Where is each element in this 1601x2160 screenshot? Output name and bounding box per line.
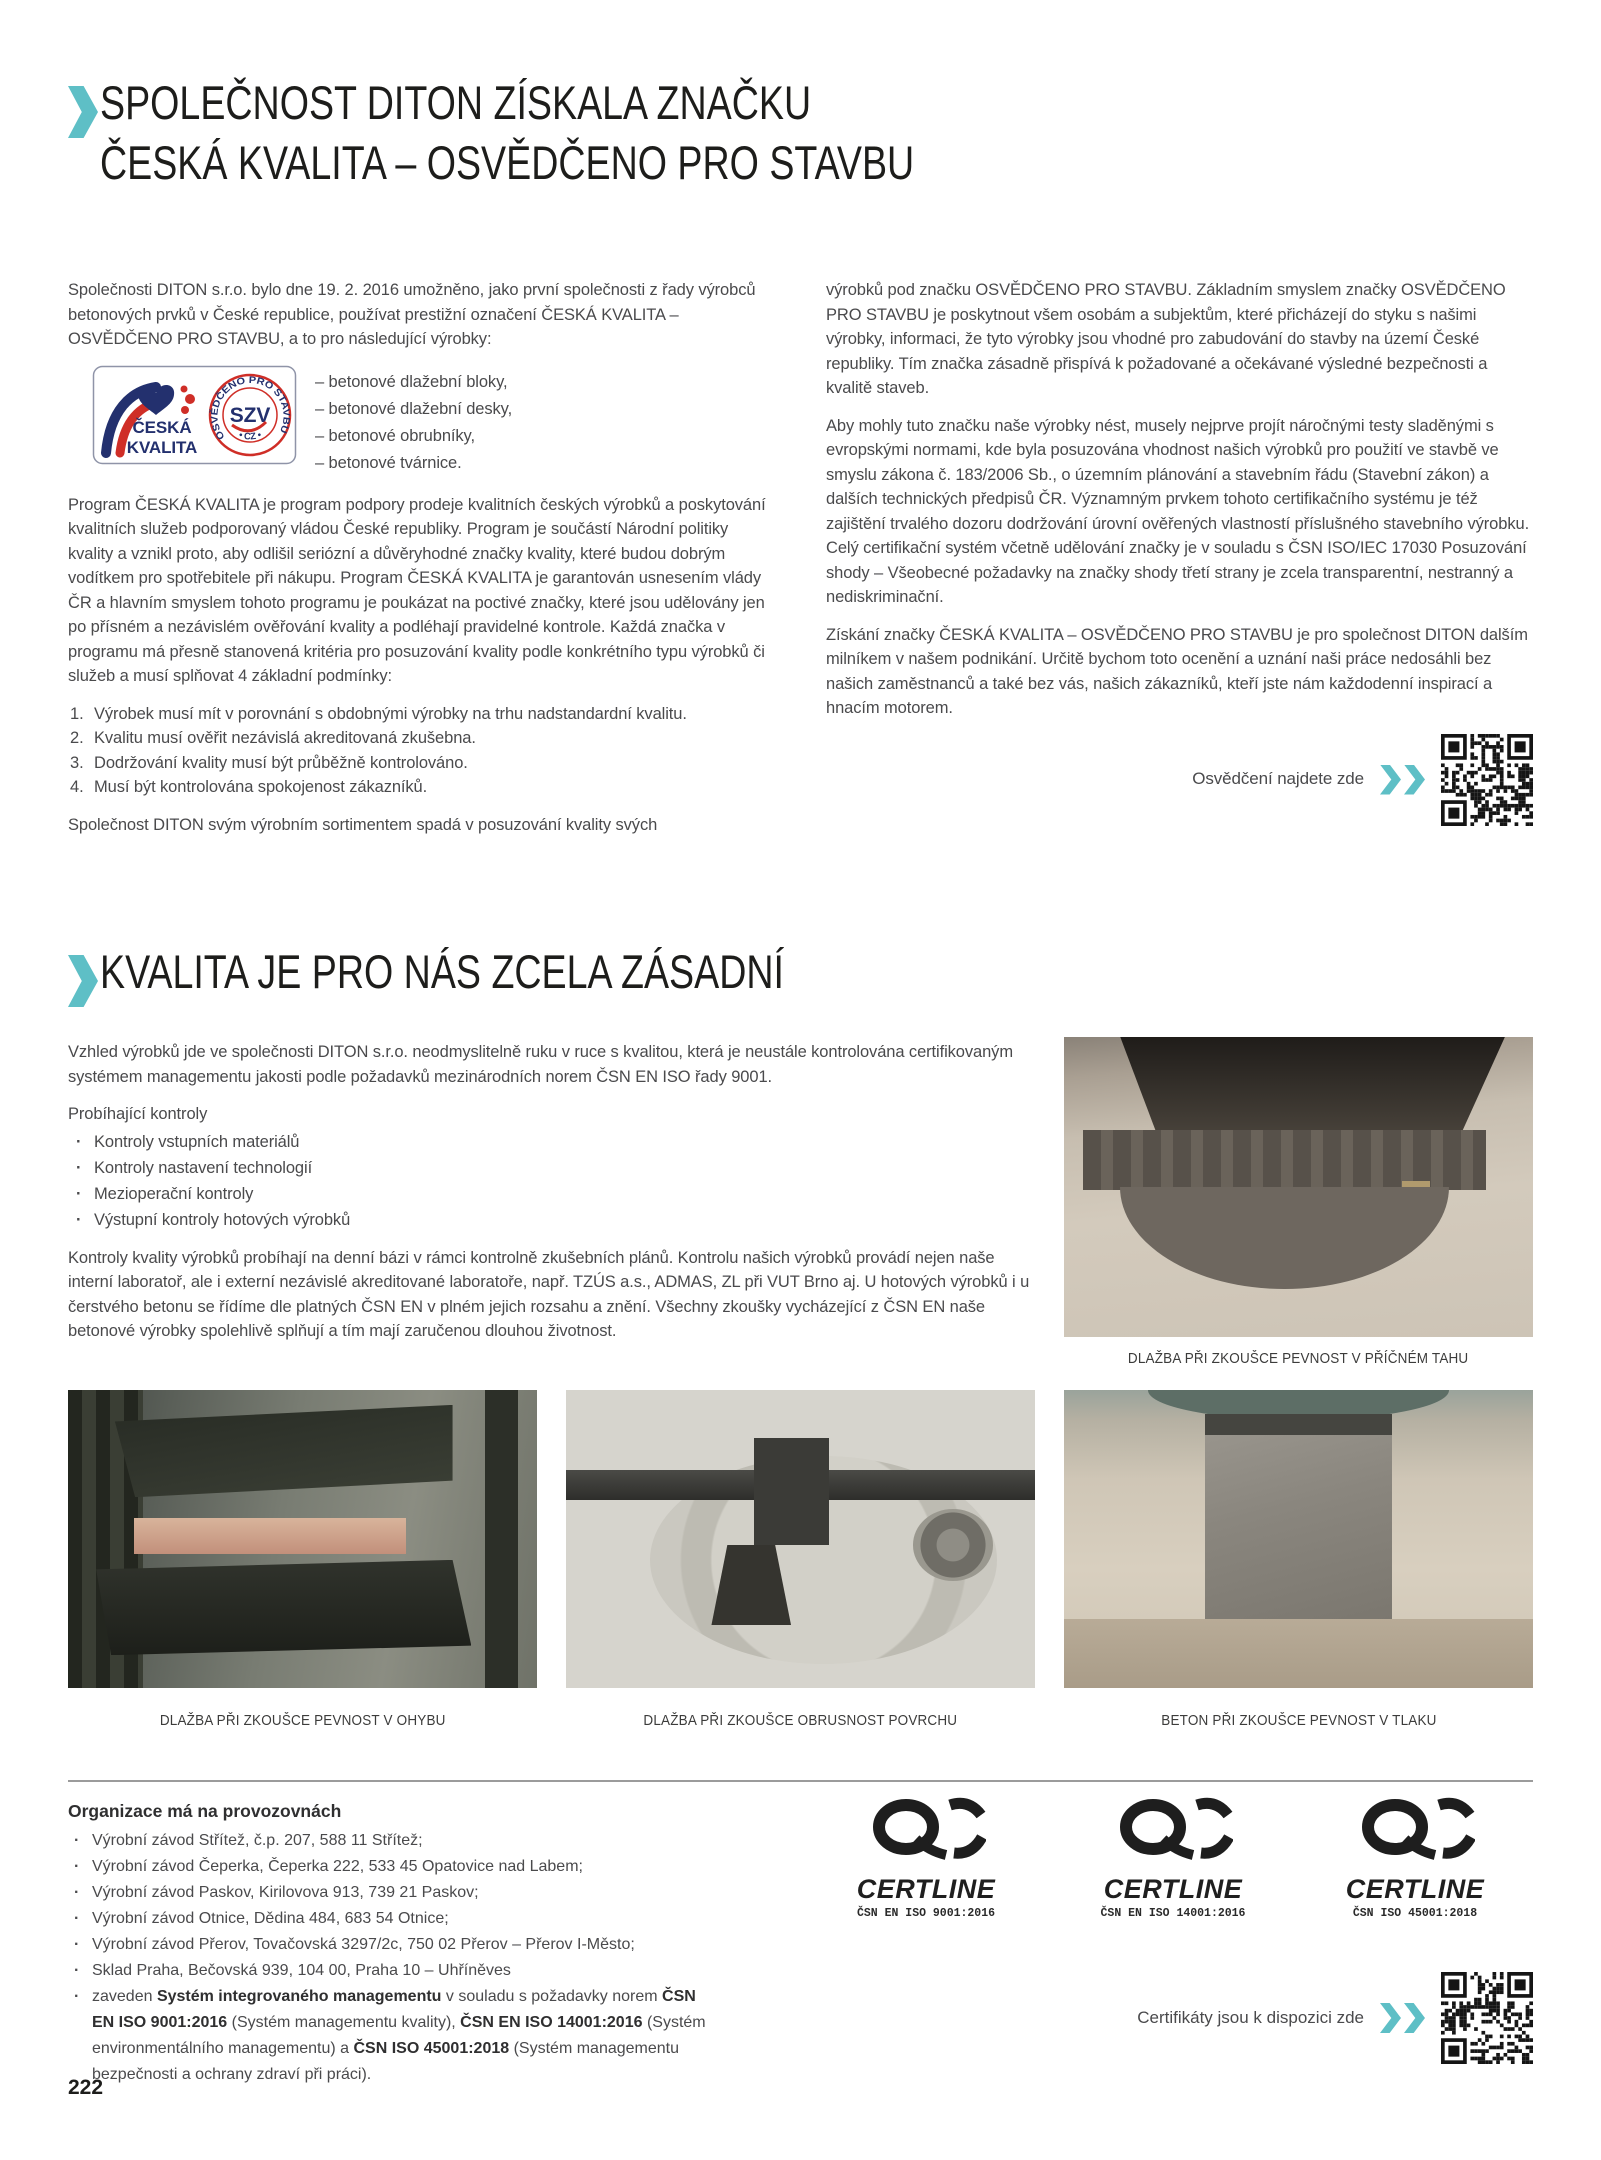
double-chevron-icon bbox=[1380, 765, 1425, 795]
qr-code bbox=[1441, 734, 1533, 826]
control-item: · Kontroly nastavení technologií bbox=[68, 1155, 1033, 1181]
location-item: · Výrobní závod Otnice, Dědina 484, 683 54 Otnice; bbox=[68, 1906, 708, 1932]
ceska-kvalita-logo bbox=[92, 365, 297, 465]
condition-item: Musí být kontrolována spokojenost zákazníků. bbox=[94, 778, 428, 796]
photo-caption: BETON PŘI ZKOUŠCE PEVNOST V TLAKU bbox=[1160, 1712, 1437, 1729]
section1-title bbox=[100, 73, 1118, 193]
certline-norm: ČSN EN ISO 14001:2016 bbox=[1100, 1907, 1246, 1920]
certline-brand: CERTLINE bbox=[856, 1874, 996, 1904]
product-item: – betonové tvárnice. bbox=[315, 453, 462, 472]
svg-text:ČESKÁ: ČESKÁ bbox=[132, 417, 192, 437]
product-item: – betonové obrubníky, bbox=[315, 426, 475, 445]
location-item: · Výrobní závod Přerov, Tovačovská 3297/2c, 750 02 Přerov – Přerov I-Město; bbox=[68, 1932, 708, 1958]
concrete-cube bbox=[1205, 1435, 1393, 1620]
page-number: 222 bbox=[68, 2076, 104, 2099]
svg-text:OSVĚDČENO PRO STAVBU: OSVĚDČENO PRO STAVBU bbox=[209, 374, 292, 442]
product-list bbox=[315, 365, 512, 477]
conditions-list bbox=[68, 702, 770, 800]
divider-line bbox=[68, 1780, 1533, 1782]
section1-left-column bbox=[68, 278, 770, 850]
certline-brand: CERTLINE bbox=[1345, 1874, 1485, 1904]
product-item: – betonové dlažební bloky, bbox=[315, 372, 508, 391]
locations-title: Organizace má na provozovnách bbox=[68, 1801, 342, 1821]
locations-list bbox=[68, 1828, 708, 2088]
clamp bbox=[754, 1438, 829, 1545]
paragraph: Získání značky ČESKÁ KVALITA – OSVĚDČENO PRO STAVBU je pro společnost DITON dalším milníkem v našem podnikání. Určitě bychom toto ocenění a uznání naši práce nedosáhli bez našich zaměstnanců a také bez vás, našich zákazníků, kteří jste nám každodenní inspirací a hnacím motorem. bbox=[826, 625, 1528, 717]
controls-list bbox=[68, 1129, 1033, 1233]
paragraph: Kontroly kvality výrobků probíhají na denní bázi v rámci kontrolně zkušebních plánů. Kontrolu našich výrobků provádí nejen naše interní laboratoř, ale i externí nezávislé akreditované laboratoře, např. TZÚS a.s., ADMAS, ZL při VUT Brno aj. U hotových výrobků i u čerstvého betonu se řídíme dle platných ČSN EN v plném jejich rozsahu a znění. Všechny zkoušky vycházející z ČSN EN naše betonové výrobky spolehlivě splňují a tím mají zaručenou dlouhou životnost. bbox=[68, 1248, 1030, 1340]
machine-base bbox=[1064, 1619, 1533, 1688]
paragraph: Společnosti DITON s.r.o. bylo dne 19. 2. 2016 umožněno, jako první společnosti z řady výrobců betonových prvků v České republice, používat prestižní označení ČESKÁ KVALITA – OSVĚDČENO PRO STAVBU, a to pro následující výrobky: bbox=[68, 281, 756, 348]
photo-caption: DLAŽBA PŘI ZKOUŠCE OBRUSNOST POVRCHU bbox=[643, 1712, 958, 1729]
svg-text:KVALITA: KVALITA bbox=[126, 437, 198, 457]
section-chevron-icon bbox=[68, 86, 98, 138]
section1-title-line1: SPOLEČNOST DITON ZÍSKALA ZNAČKU bbox=[100, 76, 812, 129]
machine-base bbox=[96, 1560, 471, 1655]
photo-caption: DLAŽBA PŘI ZKOUŠCE PEVNOST V OHYBU bbox=[159, 1712, 446, 1729]
paragraph: Aby mohly tuto značku naše výrobky nést, musely nejprve projít náročnými testy sladěnými s evropskými normami, kde byla posuzována vhodnost našich výrobků pro použití ve stavbě ve smyslu zákona č. 183/2006 Sb., o územním plánování a stavebním řádu (Stavební zákon) a dalších technických předpisů ČR. Významným prvkem tohoto certifikačního systému je též zajištění trvalého dozoru dodržování úrovní ověřených vlastností příslušného stavebního výrobku. Celý certifikační systém včetně udělování značky je v souladu s ČSN ISO/IEC 17030 Posuzování shody – Všeobecné požadavky na značky shody třetí strany je zcela transparentní, nestranný a nediskriminační. bbox=[826, 416, 1530, 606]
management-item: · zaveden Systém integrovaného managementu v souladu s požadavky norem ČSN EN ISO 9001:2016 (Systém managementu kvality), ČSN EN ISO 14001:2016 (Systém environmentálního managementu) a ČSN ISO 45001:2018 (Systém managementu bezpečnosti a ochrany zdraví při práci). bbox=[68, 1984, 708, 2088]
photo-transverse-tension-test bbox=[1064, 1037, 1533, 1337]
footer-qr-block bbox=[826, 1972, 1533, 2064]
section-chevron-icon bbox=[68, 955, 98, 1007]
paragraph: Program ČESKÁ KVALITA je program podpory prodeje kvalitních českých výrobků a poskytování kvalitních služeb podporovaný vládou České republiky. Program je součástí Národní politiky kvality a vznikl proto, aby odlišil seriózní a důvěryhodné značky kvality, které budou dobrým vodítkem pro spotřebitele při nákupu. Program ČESKÁ KVALITA je garantován usnesením vlády ČR a hlavním smyslem tohoto programu je poukázat na poctivé značky, které jsou udělovány jen po přísném a nezávislém ověřování kvality a podléhají pravidelné kontrole. Každá značka v programu má přesně stanovená kritéria pro posuzování kvality podle konkrétního typu výrobků či služeb a musí splňovat 4 základní podmínky: bbox=[68, 495, 766, 685]
photo-abrasion-test bbox=[566, 1390, 1035, 1688]
press-plate bbox=[115, 1405, 453, 1497]
section2-title: KVALITA JE PRO NÁS ZCELA ZÁSADNÍ bbox=[100, 945, 784, 998]
location-item: · Výrobní závod Paskov, Kirilovova 913, 739 21 Paskov; bbox=[68, 1880, 708, 1906]
section1-right-column bbox=[826, 278, 1533, 826]
certificate-qr-row bbox=[826, 734, 1533, 826]
location-item: · Sklad Praha, Bečovská 939, 104 00, Praha 10 – Uhříněves bbox=[68, 1958, 708, 1984]
location-item: · Výrobní závod Střítež, č.p. 207, 588 11 Střítež; bbox=[68, 1828, 708, 1854]
saddle-support bbox=[1120, 1187, 1448, 1289]
qr-label: Certifikáty jsou k dispozici zde bbox=[1137, 2008, 1364, 2027]
controls-title: Probíhající kontroly bbox=[68, 1105, 208, 1123]
certline-logo-45001 bbox=[1320, 1793, 1510, 1920]
paragraph: Vzhled výrobků jde ve společnosti DITON s.r.o. neodmyslitelně ruku v ruce s kvalitou, která je neustále kontrolována certifikovaným systémem managementu jakosti podle požadavků mezinárodních norem ČSN EN ISO řady 9001. bbox=[68, 1043, 1013, 1086]
qr-label: Osvědčení najdete zde bbox=[1192, 769, 1364, 789]
condition-item: Dodržování kvality musí být průběžně kontrolováno. bbox=[94, 753, 468, 772]
certline-norm: ČSN ISO 45001:2018 bbox=[1352, 1907, 1478, 1920]
paving-slab bbox=[134, 1518, 406, 1554]
photo-caption: DLAŽBA PŘI ZKOUŠCE PEVNOST V PŘÍČNÉM TAHU bbox=[1128, 1350, 1469, 1367]
control-item: · Mezioperační kontroly bbox=[68, 1181, 1033, 1207]
qc-mark-icon bbox=[1355, 1793, 1475, 1869]
certline-norm: ČSN EN ISO 9001:2016 bbox=[856, 1907, 996, 1920]
paragraph: Společnost DITON svým výrobním sortimentem spadá v posuzování kvality svých bbox=[68, 815, 658, 834]
svg-text:SZV: SZV bbox=[229, 403, 271, 427]
certline-brand: CERTLINE bbox=[1103, 1874, 1243, 1904]
condition-item: Kvalitu musí ověřit nezávislá akreditovaná zkušebna. bbox=[94, 729, 476, 747]
locations-block bbox=[68, 1798, 708, 2088]
section2-text-column bbox=[68, 1040, 1033, 1357]
quality-logo-row bbox=[92, 365, 770, 477]
press-head bbox=[1120, 1037, 1505, 1139]
double-chevron-icon bbox=[1380, 2003, 1425, 2033]
paragraph: výrobků pod značku OSVĚDČENO PRO STAVBU. Základním smyslem značky OSVĚDČENO PRO STAVBU je poskytnout všem osobám a subjektům, které přicházejí do styku s našimi výrobky, informaci, že tyto výrobky jsou vhodné pro zabudování do stavby na území České republiky. Tím značka zásadně přispívá k požadované a očekávané výsledné bezpečnosti a kvalitě staveb. bbox=[826, 281, 1506, 397]
bolt-flange bbox=[913, 1509, 993, 1581]
photo-compression-test bbox=[1064, 1390, 1533, 1688]
certline-logo-14001 bbox=[1078, 1793, 1268, 1920]
location-item: · Výrobní závod Čeperka, Čeperka 222, 533 45 Opatovice nad Labem; bbox=[68, 1854, 708, 1880]
qc-mark-icon bbox=[1113, 1793, 1233, 1869]
frame-post bbox=[485, 1390, 518, 1688]
certificates-qr-row bbox=[826, 1972, 1533, 2064]
product-item: – betonové dlažební desky, bbox=[315, 399, 513, 418]
photo-bending-test bbox=[68, 1390, 537, 1688]
section1-title-line2: ČESKÁ KVALITA – OSVĚDČENO PRO STAVBU bbox=[100, 136, 915, 189]
qr-code bbox=[1441, 1972, 1533, 2064]
certline-logo-9001 bbox=[831, 1793, 1021, 1920]
press-plate bbox=[1205, 1414, 1393, 1435]
control-item: · Kontroly vstupních materiálů bbox=[68, 1129, 1033, 1155]
condition-item: Výrobek musí mít v porovnání s obdobnými výrobky na trhu nadstandardní kvalitu. bbox=[94, 704, 687, 723]
qc-mark-icon bbox=[866, 1793, 986, 1869]
svg-text:• CZ •: • CZ • bbox=[237, 429, 263, 443]
control-item: · Výstupní kontroly hotových výrobků bbox=[68, 1207, 1033, 1233]
